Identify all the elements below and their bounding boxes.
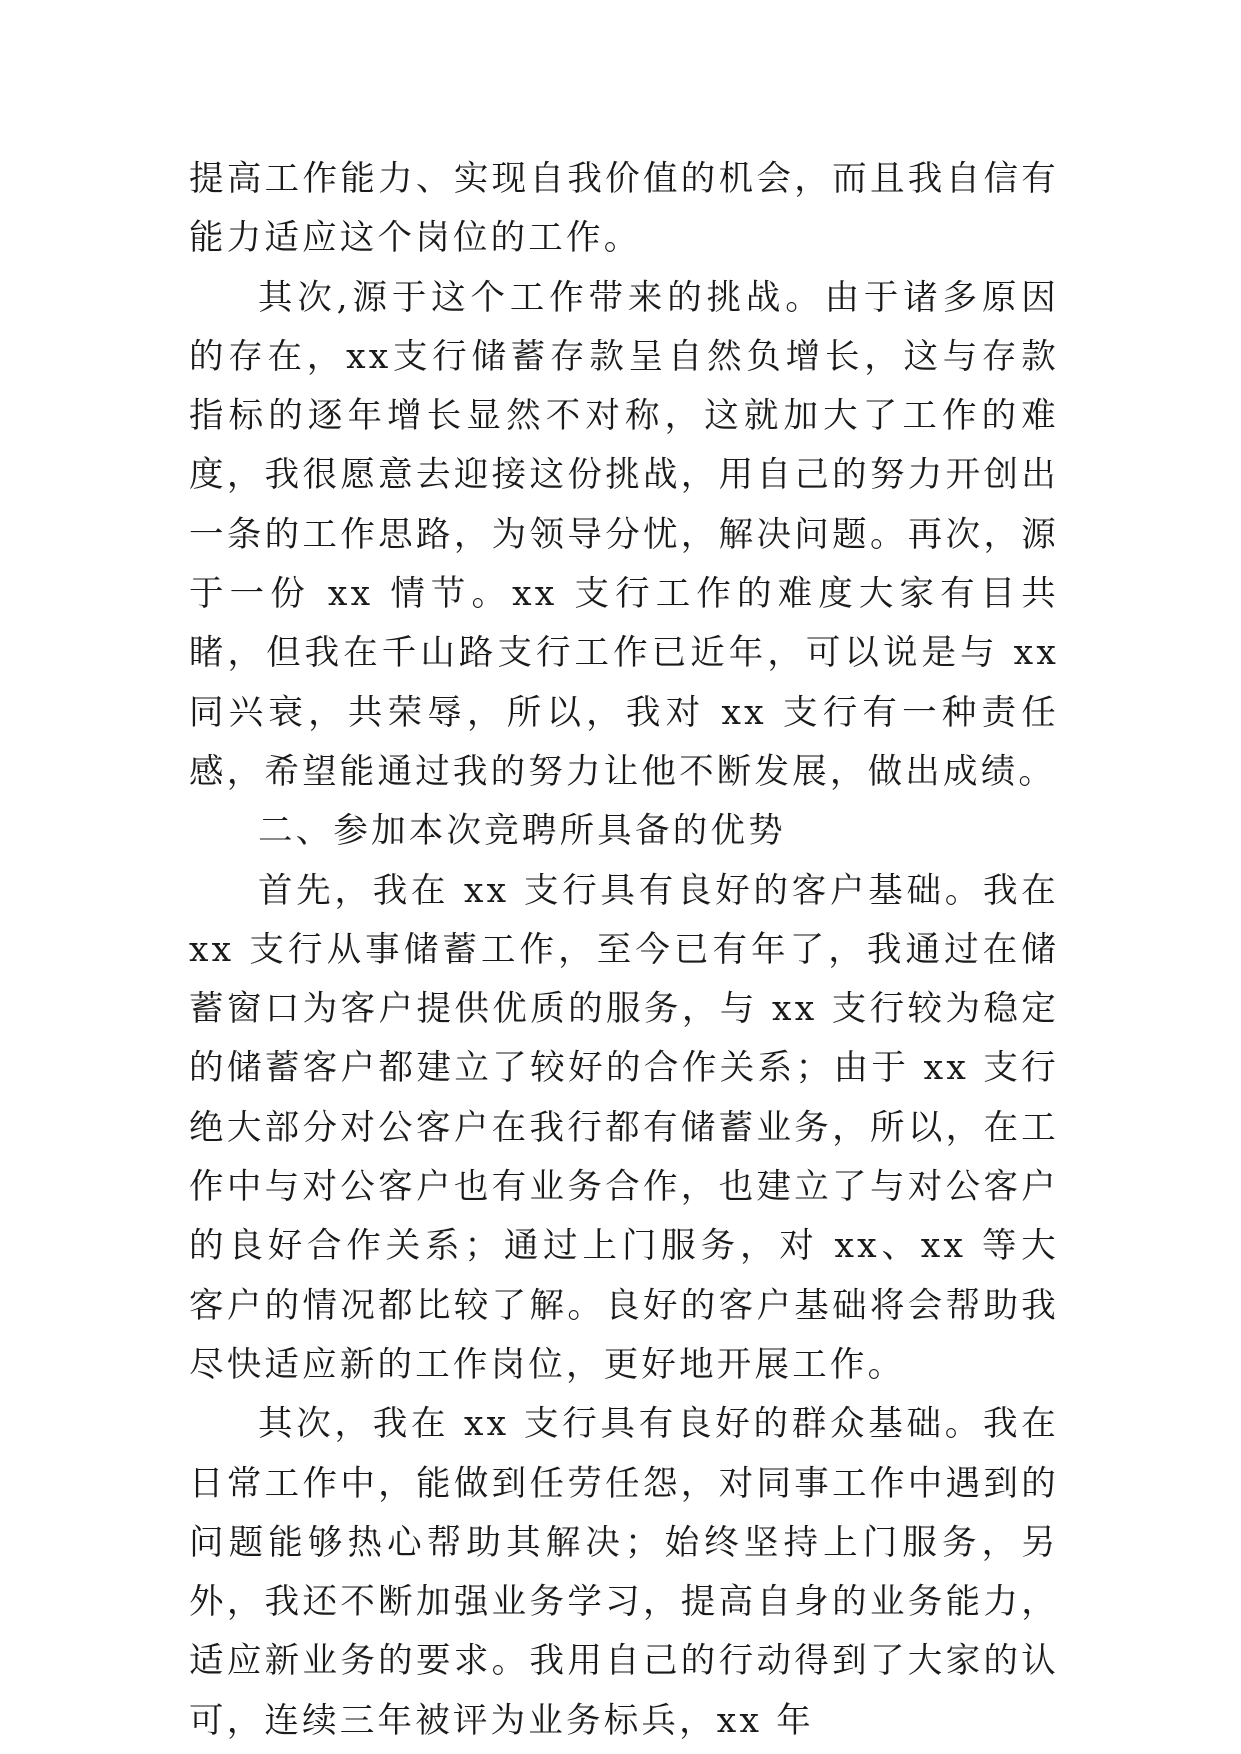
paragraph-1: 提高工作能力、实现自我价值的机会，而且我自信有能力适应这个岗位的工作。 <box>189 159 1059 259</box>
paragraph-2: 其次,源于这个工作带来的挑战。由于诸多原因的存在，xx支行储蓄存款呈自然负增长，这与存款指标的逐年增长显然不对称，这就加大了工作的难度，我很愿意去迎接这份挑战，用自己的努力开创出一条的工作思路，为领导分忧，解决问题。再次，源于一份 xx 情节。xx 支行工作的难度大家有目共睹，但我在千山路支行工作已近年，可以说是与 xx 同兴衰，共荣辱，所以，我对 xx 支行有一种责任感，希望能通过我的努力让他不断发展，做出成绩。 <box>189 277 1059 792</box>
paragraph-3: 首先，我在 xx 支行具有良好的客户基础。我在 xx 支行从事储蓄工作，至今已有年了，我通过在储蓄窗口为客户提供优质的服务，与 xx 支行较为稳定的储蓄客户都建立了较好的合作关系；由于 xx 支行绝大部分对公客户在我行都有储蓄业务，所以，在工作中与对公客户也有业务合作，也建立了与对公客户的良好合作关系；通过上门服务，对 xx、xx 等大客户的情况都比较了解。良好的客户基础将会帮助我尽快适应新的工作岗位，更好地开展工作。 <box>189 870 1059 1385</box>
document-body <box>189 150 1059 1751</box>
paragraph-4: 其次，我在 xx 支行具有良好的群众基础。我在日常工作中，能做到任劳任怨，对同事工作中遇到的问题能够热心帮助其解决；始终坚持上门服务，另外，我还不断加强业务学习，提高自身的业务能力，适应新业务的要求。我用自己的行动得到了大家的认可，连续三年被评为业务标兵，xx 年 <box>189 1404 1059 1741</box>
section-heading: 二、参加本次竞聘所具备的优势 <box>258 811 786 852</box>
